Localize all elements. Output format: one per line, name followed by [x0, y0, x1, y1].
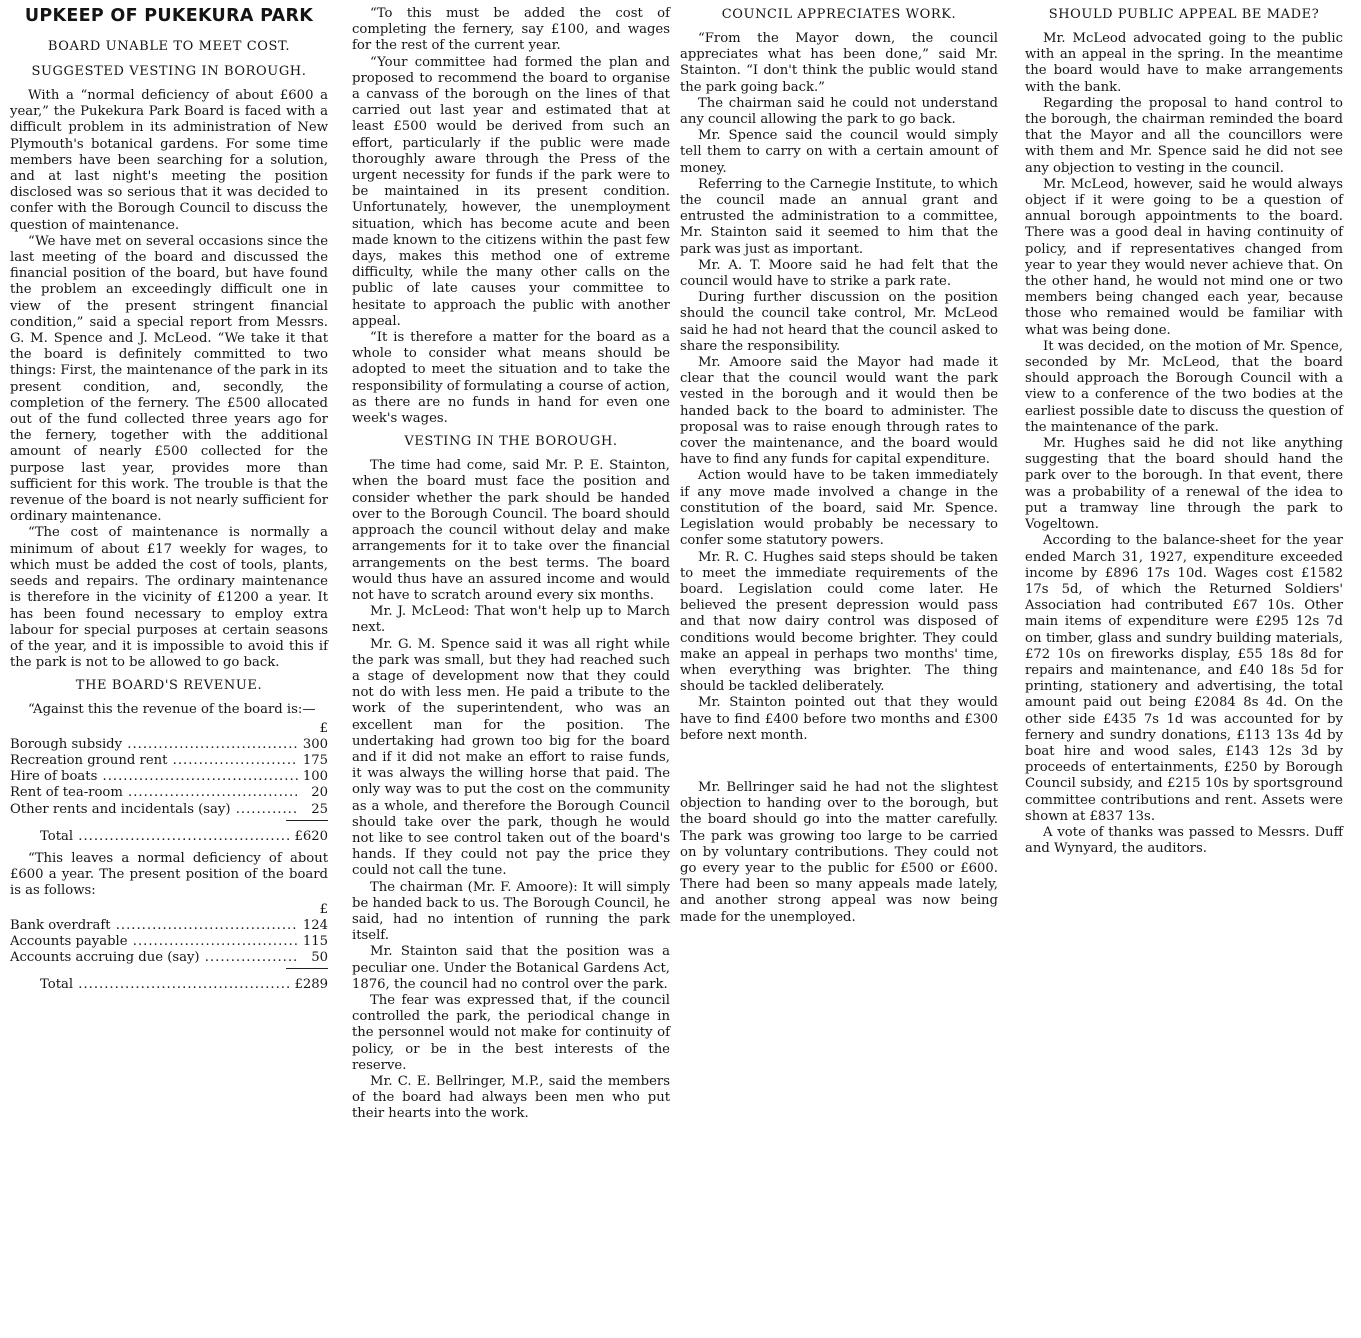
paragraph: The chairman said he could not understand any council allowing the park to go back.	[680, 95, 998, 128]
paragraph: Mr. Amoore said the Mayor had made it clear that the council would want the park vested in the borough and it would then be handed back to the board to administer. The proposal was to raise enough through rates to cover the maintenance, and the board would have to find any funds for capital expenditure.	[680, 355, 998, 468]
table-row: Recreation ground rent ..... 175	[10, 753, 328, 769]
paragraph: “This leaves a normal deficiency of about £600 a year. The present position of the board is as follows:	[10, 850, 328, 899]
subheading-board-unable: BOARD UNABLE TO MEET COST.	[47, 39, 291, 54]
paragraph: The fear was expressed that, if the council controlled the park, the periodical change in the personnel would not make for continuity of policy, or be in the best interests of the reserve.	[352, 992, 670, 1073]
total-rule	[286, 820, 328, 821]
paragraph: According to the balance-sheet for the year ended March 31, 1927, expenditure exceeded income by £896 17s 10d. Wages cost £1582 17s 5d, of which the Returned Soldiers' Association had contributed £67 10s. Other main items of expenditure were £295 12s 7d on timber, glass and sundry building materials, £72 10s on fireworks display, £55 18s 8d for repairs and maintenance, and £40 18s 5d for printing, stationery and advertising, the total amount paid out being £2084 8s 4d. On the other side £435 7s 1d was accounted for by fernery and sundry donations, £113 13s 4d by boat hire and wood sales, £143 12s 3d by proceeds of entertainments, £250 by Borough Council subsidy, and £215 10s by sportsground committee contributions and rent. Assets were shown at £837 13s.	[1025, 533, 1343, 824]
subheading-vesting-in-borough: VESTING IN THE BOROUGH.	[404, 434, 618, 450]
paragraph: Mr. R. C. Hughes said steps should be taken to meet the immediate requirements of the board. Legislation could come later. He believed the present depression would pass and that now dairy control was disposed of conditions would become brighter. They could make an appeal in perhaps two months' time, when everything was brighter. The thing should be tackled deliberately.	[680, 549, 998, 695]
paragraph: A vote of thanks was passed to Messrs. Duff and Wynyard, the auditors.	[1025, 824, 1343, 857]
column-4	[1025, 6, 1343, 857]
paragraph: Mr. A. T. Moore said he had felt that the council would have to strike a park rate.	[680, 257, 998, 290]
subheading-suggested-vesting: SUGGESTED VESTING IN BOROUGH.	[31, 64, 307, 79]
revenue-table	[10, 721, 328, 845]
paragraph: “Against this the revenue of the board is:—	[28, 702, 316, 718]
total-rule	[286, 968, 328, 969]
subheading-boards-revenue: THE BOARD'S REVENUE.	[75, 678, 263, 694]
table-row: Bank overdraft ..... 124	[10, 918, 328, 934]
paragraph: “The cost of maintenance is normally a minimum of about £17 weekly for wages, to which must be added the cost of tools, plants, seeds and repairs. The ordinary maintenance is therefore in the vicinity of £1200 a year. It has been found necessary to employ extra labour for special purposes at certain seasons of the year, and it is impossible to avoid this if the park is not to be allowed to go back.	[10, 525, 328, 671]
paragraph: During further discussion on the position should the council take control, Mr. McLeod said he had not heard that the council asked to share the responsibility.	[680, 290, 998, 354]
paragraph: Mr. Hughes said he did not like anything suggesting that the board should hand the park over to the borough. In that event, there was a probability of a renewal of the idea to put a tramway line through the park to Vogeltown.	[1025, 436, 1343, 533]
revenue-total-row: Total ..... £620	[10, 829, 328, 845]
table-row: Rent of tea-room ..... 20	[10, 785, 328, 801]
column-1	[10, 6, 328, 1000]
paragraph: Mr. Stainton said that the position was a peculiar one. Under the Botanical Gardens Act, 1876, the council had no control over the park.	[352, 944, 670, 992]
position-total-row: Total ..... £289	[10, 977, 328, 993]
position-table	[10, 902, 328, 994]
currency-unit: £	[319, 720, 328, 736]
paragraph: “Your committee had formed the plan and proposed to recommend the board to organise a canvass of the borough on the lines of that carried out last year and estimated that at least £500 would be derived from such an effort, particularly if the public were made thoroughly aware through the Press of the urgent necessity for funds if the park were to be maintained in its present condition. Unfortunately, however, the unemployment situation, which has become acute and been made known to the citizens within the past few days, makes this method one of extreme difficulty, while the many other calls on the public of late causes your committee to hesitate to approach the public with another appeal.	[352, 54, 670, 329]
paragraph: “We have met on several occasions since the last meeting of the board and discussed the financial position of the board, but have found the problem an exceedingly difficult one in view of the present stringent financial condition,” said a special report from Messrs. G. M. Spence and J. McLeod. “We take it that the board is definitely committed to two things: First, the maintenance of the park in its present condition, and, secondly, the completion of the fernery. The £500 allocated out of the fund collected three years ago for the fernery, together with the additional amount of nearly £500 collected for the purpose last year, provides more than sufficient for this work. The trouble is that the revenue of the board is not nearly sufficient for ordinary maintenance.	[10, 233, 328, 525]
paragraph: The chairman (Mr. F. Amoore): It will simply be handed back to us. The Borough Council, he said, had no intention of running the park itself.	[352, 879, 670, 944]
table-row: Accounts accruing due (say) ..... 50	[10, 950, 328, 966]
column-gap	[680, 744, 998, 780]
paragraph: Mr. Stainton pointed out that they would have to find £400 before two months and £300 before next month.	[680, 695, 998, 743]
paragraph: “From the Mayor down, the council appreciates what has been done,” said Mr. Stainton. “I don't think the public would stand the park going back.”	[680, 31, 998, 95]
article-title: UPKEEP OF PUKEKURA PARK	[24, 6, 314, 26]
paragraph: The time had come, said Mr. P. E. Stainton, when the board must face the position and consider whether the park should be handed over to the Borough Council. The board should approach the council without delay and make arrangements for it to take over the financial arrangements on the best terms. The board would thus have an assured income and would not have to scratch around every six months.	[352, 458, 670, 603]
column-3	[680, 6, 998, 926]
column-2	[352, 6, 670, 1123]
table-row: Accounts payable ..... 115	[10, 934, 328, 950]
table-row: Borough subsidy ..... 300	[10, 737, 328, 753]
subheading-public-appeal: SHOULD PUBLIC APPEAL BE MADE?	[1048, 7, 1320, 22]
paragraph: Mr. Spence said the council would simply tell them to carry on with a certain amount of money.	[680, 128, 998, 176]
paragraph: “It is therefore a matter for the board as a whole to consider what means should be adopted to meet the situation and to take the responsibility of formulating a course of action, as there are no funds in hand for even one week's wages.	[352, 330, 670, 427]
paragraph: With a “normal deficiency of about £600 a year,” the Pukekura Park Board is faced with a difficult problem in its administration of New Plymouth's botanical gardens. For some time members have been searching for a solution, and at last night's meeting the position disclosed was so serious that it was decided to confer with the Borough Council to discuss the question of maintenance.	[10, 88, 328, 233]
subheading-council-appreciates: COUNCIL APPRECIATES WORK.	[721, 7, 957, 22]
paragraph: Mr. G. M. Spence said it was all right while the park was small, but they had reached such a stage of development now that they could not do with less men. He paid a tribute to the work of the superintendent, who was an excellent man for the position. The undertaking had grown too big for the board and if it did not make an effort to raise funds, it was always the willing horse that paid. The only way was to put the cost on the community as a whole, and therefore the Borough Council should take over the park, though he would not like to see control taken out of the board's hands. If they could not pay the price they could not call the tune.	[352, 636, 670, 879]
paragraph: Mr. J. McLeod: That won't help up to March next.	[352, 604, 670, 636]
paragraph: Mr. C. E. Bellringer, M.P., said the members of the board had always been men who put their hearts into the work.	[352, 1074, 670, 1122]
currency-unit: £	[319, 901, 328, 917]
paragraph: Referring to the Carnegie Institute, to which the council made an annual grant and entrusted the administration to a committee, Mr. Stainton said it seemed to him that the park was just as important.	[680, 176, 998, 257]
paragraph: “To this must be added the cost of completing the fernery, say £100, and wages for the rest of the current year.	[352, 6, 670, 54]
table-row: Hire of boats ..... 100	[10, 769, 328, 785]
paragraph: It was decided, on the motion of Mr. Spence, seconded by Mr. McLeod, that the board should approach the Borough Council with a view to a conference of the two bodies at the earliest possible date to discuss the question of the maintenance of the park.	[1025, 338, 1343, 435]
paragraph: Mr. McLeod, however, said he would always object if it were going to be a question of annual borough appointments to the board. There was a good deal in having continuity of policy, and if representatives changed from year to year they would never achieve that. On the other hand, he would not mind one or two members being changed each year, because those who remained would be familiar with what was being done.	[1025, 176, 1343, 338]
paragraph: Mr. Bellringer said he had not the slightest objection to handing over to the borough, but the board should go into the matter carefully. The park was growing too large to be carried on by voluntary contributions. They could not go every year to the public for £500 or £600. There had been so many appeals made lately, and another strong appeal was now being made for the unemployed.	[680, 779, 998, 925]
table-row: Other rents and incidentals (say) ..... 25	[10, 802, 328, 818]
paragraph: Regarding the proposal to hand control to the borough, the chairman reminded the board that the Mayor and all the councillors were with them and Mr. Spence said he did not see any objection to vesting in the council.	[1025, 95, 1343, 176]
paragraph: Mr. McLeod advocated going to the public with an appeal in the spring. In the meantime the board would have to make arrangements with the bank.	[1025, 31, 1343, 95]
paragraph: Action would have to be taken immediately if any move made involved a change in the constitution of the board, said Mr. Spence. Legislation would probably be necessary to confer some statutory powers.	[680, 468, 998, 549]
